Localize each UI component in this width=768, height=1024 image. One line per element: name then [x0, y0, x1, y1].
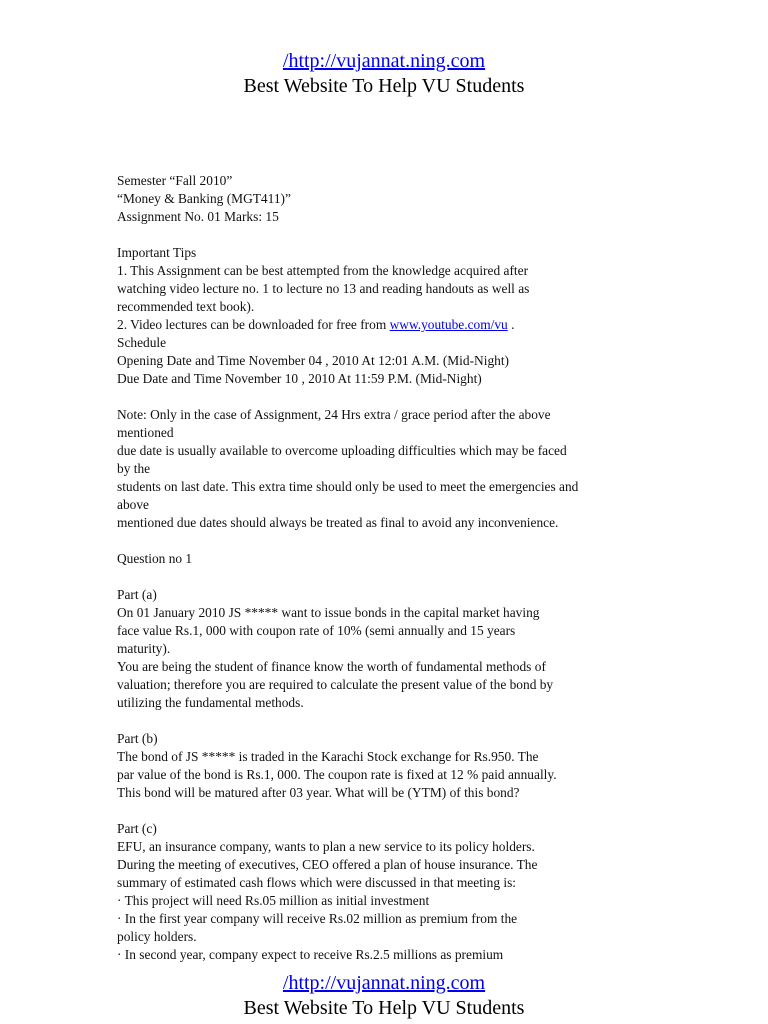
part-c-bullet1: · This project will need Rs.05 million as initial investment — [117, 893, 430, 908]
tips-heading: Important Tips — [117, 245, 197, 260]
part-b-line3: This bond will be matured after 03 year. What will be (YTM) of this bond? — [117, 785, 520, 800]
tip1-line3: recommended text book). — [117, 299, 255, 314]
note-line7: mentioned due dates should always be treated as final to avoid any inconvenience. — [117, 515, 559, 530]
part-b-line2: par value of the bond is Rs.1, 000. The coupon rate is fixed at 12 % paid annually. — [117, 767, 557, 782]
question-heading: Question no 1 — [117, 551, 193, 566]
assignment-line: Assignment No. 01 Marks: 15 — [117, 209, 279, 224]
part-b-line1: The bond of JS ***** is traded in the Karachi Stock exchange for Rs.950. The — [117, 749, 539, 764]
part-a-line4: You are being the student of finance know the worth of fundamental methods of — [117, 659, 546, 674]
part-c-line1: EFU, an insurance company, wants to plan a new service to its policy holders. — [117, 839, 535, 854]
header-website-link[interactable]: /http://vujannat.ning.com — [282, 50, 486, 72]
part-c-bullet2: · In the first year company will receive Rs.02 million as premium from the — [117, 911, 518, 926]
semester-line: Semester “Fall 2010” — [117, 173, 233, 188]
part-b-heading: Part (b) — [117, 731, 158, 746]
part-a-line1: On 01 January 2010 JS ***** want to issue bonds in the capital market having — [117, 605, 540, 620]
header-tagline: Best Website To Help VU Students — [243, 75, 525, 97]
header-banner — [0, 49, 768, 99]
youtube-link[interactable]: www.youtube.com/vu — [389, 317, 508, 332]
note-line1: Note: Only in the case of Assignment, 24 Hrs extra / grace period after the above — [117, 407, 551, 422]
spacer — [117, 226, 662, 244]
spacer — [117, 568, 662, 586]
spacer — [117, 802, 662, 820]
tip2-line — [117, 316, 662, 334]
footer-banner — [0, 971, 768, 1021]
spacer — [117, 388, 662, 406]
opening-date-line: Opening Date and Time November 04 , 2010 At 12:01 A.M. (Mid-Night) — [117, 353, 510, 368]
part-a-line2: face value Rs.1, 000 with coupon rate of 10% (semi annually and 15 years — [117, 623, 516, 638]
note-line5: students on last date. This extra time should only be used to meet the emergencies and — [117, 479, 579, 494]
part-a-line5: valuation; therefore you are required to calculate the present value of the bond by — [117, 677, 554, 692]
note-line6: above — [117, 497, 149, 512]
part-c-heading: Part (c) — [117, 821, 157, 836]
assignment-body — [117, 172, 662, 964]
course-line: “Money & Banking (MGT411)” — [117, 191, 291, 206]
tip2-prefix: 2. Video lectures can be downloaded for free from — [117, 317, 390, 332]
note-line3: due date is usually available to overcome uploading difficulties which may be faced — [117, 443, 567, 458]
note-line4: by the — [117, 461, 151, 476]
footer-tagline: Best Website To Help VU Students — [243, 997, 525, 1019]
part-c-bullet3: · In second year, company expect to receive Rs.2.5 millions as premium — [117, 947, 504, 962]
part-c-line2: During the meeting of executives, CEO offered a plan of house insurance. The — [117, 857, 538, 872]
part-a-line3: maturity). — [117, 641, 171, 656]
tip1-line2: watching video lecture no. 1 to lecture no 13 and reading handouts as well as — [117, 281, 530, 296]
part-a-heading: Part (a) — [117, 587, 157, 602]
spacer — [117, 532, 662, 550]
spacer — [117, 712, 662, 730]
schedule-heading: Schedule — [117, 335, 167, 350]
part-a-line6: utilizing the fundamental methods. — [117, 695, 304, 710]
note-line2: mentioned — [117, 425, 174, 440]
part-c-line3: summary of estimated cash flows which were discussed in that meeting is: — [117, 875, 517, 890]
part-c-bullet2-cont: policy holders. — [117, 929, 197, 944]
due-date-line: Due Date and Time November 10 , 2010 At 11:59 P.M. (Mid-Night) — [117, 371, 482, 386]
tip1-line1: 1. This Assignment can be best attempted from the knowledge acquired after — [117, 263, 529, 278]
tip2-suffix: . — [507, 317, 515, 332]
footer-website-link[interactable]: /http://vujannat.ning.com — [282, 972, 486, 994]
